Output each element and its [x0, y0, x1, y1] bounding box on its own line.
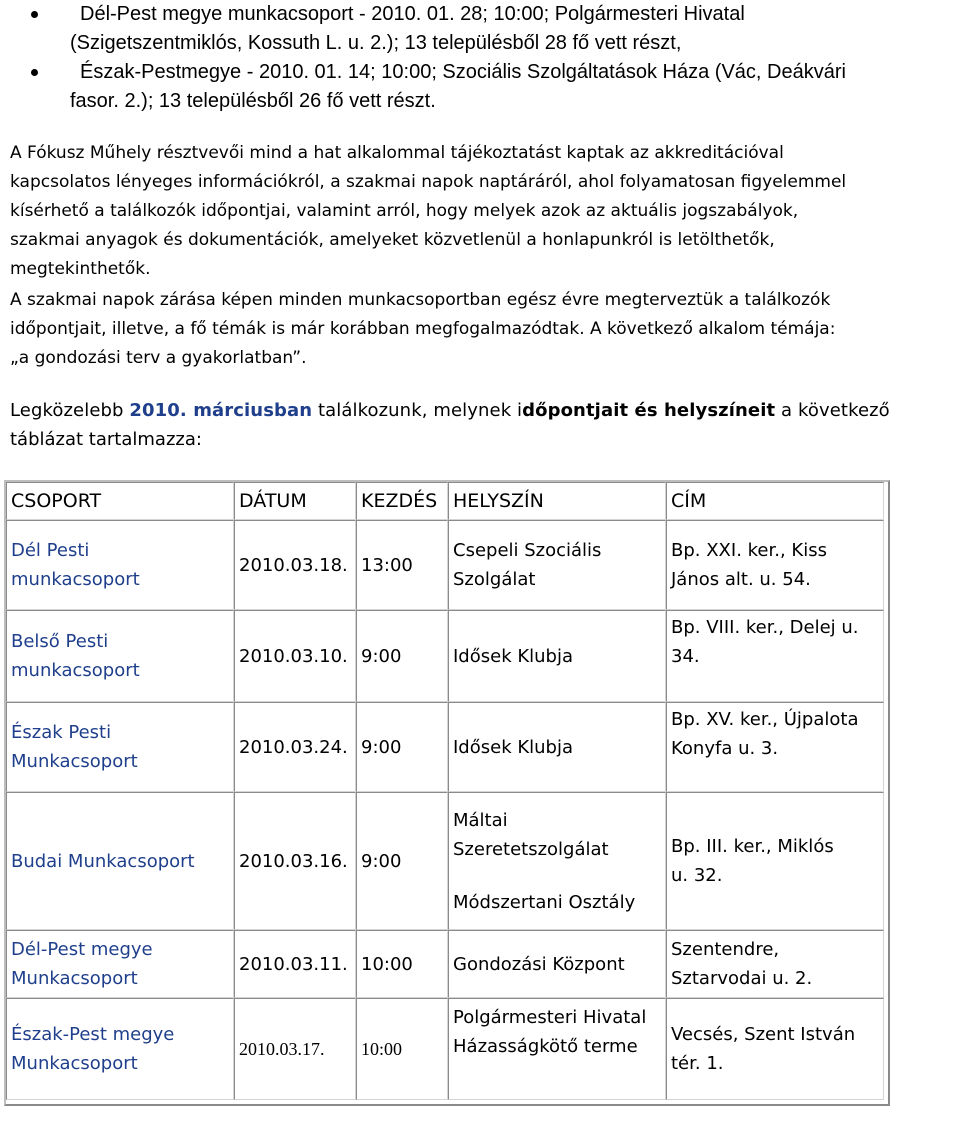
- place-line: Gondozási Központ: [453, 953, 625, 975]
- highlight-text: dőpontjait és helyszíneit: [522, 400, 776, 421]
- address-line: Bp. III. ker., Miklós: [671, 836, 834, 857]
- address-cell: [666, 998, 884, 1100]
- address-line: Bp. VIII. ker., Delej u.: [671, 617, 859, 638]
- text-run: a következő: [775, 400, 890, 421]
- date-cell: 2010.03.17.: [234, 998, 356, 1100]
- text-line: időpontjait, illetve, a fő témák is már korábban megfogalmazódtak. A következő alkalom témája:: [10, 319, 836, 339]
- address-line: János alt. u. 54.: [671, 569, 811, 590]
- address-line: tér. 1.: [671, 1053, 724, 1074]
- date-cell: 2010.03.18.: [234, 520, 356, 610]
- group-name: Munkacsoport: [11, 1053, 138, 1074]
- table-row: [6, 930, 234, 998]
- address-line: Bp. XXI. ker., Kiss: [671, 540, 827, 561]
- start-cell: 13:00: [356, 520, 448, 610]
- group-name: Észak Pesti: [11, 722, 112, 743]
- group-name: Dél Pesti: [11, 540, 90, 561]
- paragraph-akkreditacio: [10, 139, 954, 284]
- bullet-line: fasor. 2.); 13 településből 26 fő vett részt.: [70, 90, 436, 112]
- address-cell: [666, 520, 884, 610]
- text-line: A szakmai napok zárása képen minden munkacsoportban egész évre megterveztük a találkozók: [10, 290, 831, 310]
- table-row: [6, 792, 234, 930]
- place-line: Házasságkötő terme: [453, 1036, 638, 1057]
- highlight-date: 2010. márciusban: [129, 400, 313, 421]
- place-line: Szolgálat: [453, 569, 536, 590]
- address-line: 34.: [671, 646, 700, 667]
- place-line: Csepeli Szociális: [453, 540, 602, 561]
- table-row: [6, 998, 234, 1100]
- schedule-table: [4, 480, 890, 1106]
- address-cell: [666, 930, 884, 998]
- start-cell: 10:00: [356, 998, 448, 1100]
- bullet-dot-icon: [31, 11, 38, 18]
- paragraph-legkozelebb: [10, 396, 954, 454]
- group-name: Belső Pesti: [11, 631, 109, 652]
- table-row: [6, 520, 234, 610]
- place-line: Máltai: [453, 809, 508, 831]
- text-line: [10, 396, 954, 425]
- start-cell: 9:00: [356, 610, 448, 702]
- place-cell: [448, 998, 666, 1100]
- table-header-datum: DÁTUM: [234, 482, 356, 520]
- place-cell: [448, 610, 666, 702]
- place-cell: [448, 702, 666, 792]
- place-line: Módszertani Osztály: [453, 891, 636, 913]
- text-line: megtekinthetők.: [10, 259, 151, 279]
- group-name: munkacsoport: [11, 569, 140, 590]
- place-cell: [448, 520, 666, 610]
- bullet-dot-icon: [31, 69, 38, 76]
- text-line: „a gondozási terv a gyakorlatban”.: [10, 348, 307, 368]
- address-line: Bp. XV. ker., Újpalota: [671, 709, 859, 730]
- group-name: Budai Munkacsoport: [11, 850, 195, 872]
- address-cell: [666, 702, 884, 792]
- table-header-csoport: CSOPORT: [6, 482, 234, 520]
- address-cell: [666, 792, 884, 930]
- place-line: Idősek Klubja: [453, 645, 574, 667]
- table-header-kezdes: KEZDÉS: [356, 482, 448, 520]
- bullet-line: Észak-Pestmegye - 2010. 01. 14; 10:00; Szociális Szolgáltatások Háza (Vác, Deákvári: [80, 61, 846, 83]
- group-name: munkacsoport: [11, 660, 140, 681]
- start-cell: 9:00: [356, 792, 448, 930]
- bullet-line: (Szigetszentmiklós, Kossuth L. u. 2.); 13 településből 28 fő vett részt,: [70, 32, 682, 54]
- text-line: szakmai anyagok és dokumentációk, amelyeket közvetlenül a honlapunkról is letölthetők,: [10, 230, 775, 250]
- group-name: Észak-Pest megye: [11, 1024, 175, 1045]
- address-line: Vecsés, Szent István: [671, 1024, 856, 1045]
- table-header-cim: CÍM: [666, 482, 884, 520]
- text-run: találkozunk, melynek i: [312, 400, 523, 421]
- place-line: Idősek Klubja: [453, 736, 574, 758]
- table-row: [6, 610, 234, 702]
- text-line: kapcsolatos lényeges információkról, a szakmai napok naptáráról, ahol folyamatosan figyelemmel: [10, 172, 847, 192]
- group-name: Munkacsoport: [11, 751, 138, 772]
- bullet-line: Dél-Pest megye munkacsoport - 2010. 01. 28; 10:00; Polgármesteri Hivatal: [80, 3, 745, 25]
- date-cell: 2010.03.11.: [234, 930, 356, 998]
- address-line: Konyfa u. 3.: [671, 738, 779, 759]
- table-row: [6, 702, 234, 792]
- address-line: u. 32.: [671, 865, 723, 886]
- paragraph-szakmai-napok: [10, 286, 954, 373]
- start-cell: 9:00: [356, 702, 448, 792]
- text-line: táblázat tartalmazza:: [10, 429, 202, 450]
- place-cell: [448, 930, 666, 998]
- address-cell: [666, 610, 884, 702]
- date-cell: 2010.03.16.: [234, 792, 356, 930]
- table-header-helyszin: HELYSZÍN: [448, 482, 666, 520]
- address-line: Szentendre,: [671, 939, 780, 960]
- address-line: Sztarvodai u. 2.: [671, 968, 813, 989]
- text-run: Legközelebb: [10, 400, 130, 421]
- date-cell: 2010.03.10.: [234, 610, 356, 702]
- group-name: Munkacsoport: [11, 968, 138, 989]
- place-line: Szeretetszolgálat: [453, 838, 609, 860]
- date-cell: 2010.03.24.: [234, 702, 356, 792]
- text-line: A Fókusz Műhely résztvevői mind a hat alkalommal tájékoztatást kaptak az akkreditációval: [10, 143, 784, 163]
- start-cell: 10:00: [356, 930, 448, 998]
- place-line: Polgármesteri Hivatal: [453, 1007, 647, 1028]
- text-line: kísérhető a találkozók időpontjai, valamint arról, hogy melyek azok az aktuális jogszabályok,: [10, 201, 799, 221]
- group-name: Dél-Pest megye: [11, 939, 153, 960]
- place-cell: [448, 792, 666, 930]
